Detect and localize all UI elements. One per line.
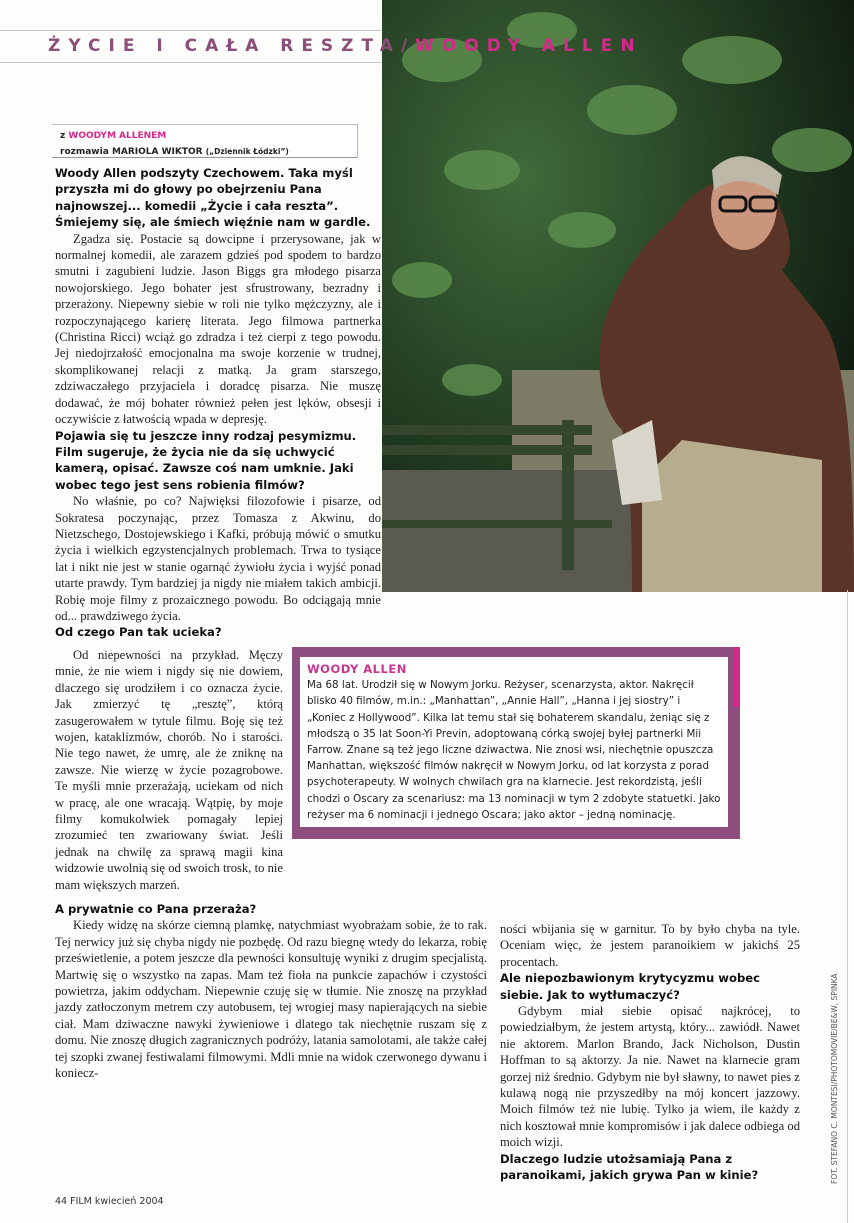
section-title-main: ŻYCIE I CAŁA RESZTA: [48, 36, 401, 56]
interview-answer: No właśnie, po co? Najwięksi filozofowie i pisarze, od Sokratesa poczynając, przez Tomasza z Akwinu, do Nietzschego, Dostojewskiego i Kafki, próbują mówić o smutku życia i wielkich egzystencjalnych problemach. Trwa to tysiące lat i nikt nie jest w stanie ogarnąć żywiołu życia i wyjść ponad utarte prawdy. Tym bardziej ja nigdy nie miałem takich ambicji. Robię moje filmy z prozaicznego powodu. Bo odciągają mnie od... prawdziwego życia.: [55, 494, 381, 623]
page-number: 44: [55, 1196, 68, 1207]
interview-answer: Kiedy widzę na skórze ciemną plamkę, natychmiast wyobrażam sobie, że to rak. Tej nerwicy już się chyba nigdy nie pozbędę. Od razu biegnę wtedy do lekarza, robię prześwietlenie, a potem jeszcze dla pewności konsultuję wyniki z drugim specjalistą. Martwię się o wszystko na zapas. Mam też fioła na punkcie zapachów i czystości powietrza, jakim oddycham. Niepewnie czuję się w tłumie. Nie znoszę na przykład jazdy zatłoczonym metrem czy autobusem, tej wrogiej masy napierających na siebie ciał. Mam dziwaczne nawyki żywieniowe i dlatego tak niechętnie ruszam się z domu. Nie znoszę długich zagranicznych podróży, latania samolotami, ale także całej tej szopki zwanej festiwalami filmowymi. Mdli mnie na widok czerwonego dywanu i koniecz-: [55, 918, 487, 1081]
bio-text: Ma 68 lat. Urodził się w Nowym Jorku. Reżyser, scenarzysta, aktor. Nakręcił blisko 40 filmów, m.in.: „Manhattan”, „Annie Hall”, „Hanna i jej siostry” i „Koniec z Hollywood”. Kilka lat temu stał się bohaterem skandalu, żeniąc się z młodszą o 35 lat Soon-Yi Previn, adoptowaną córką swojej byłej partnerki Mii Farrow. Znane są też jego liczne dziwactwa. Nie znosi wsi, niechętnie opuszcza Manhattan, większość filmów nakręcił w Nowym Jorku, od lat korzysta z porad psychoterapeuty. W wolnych chwilach gra na klarnecie. Jest rekordzistą, jeśli chodzi o Oscary za scenariusz: ma 13 nominacji w tym 2 zdobyte statuetki. Jako reżyser ma 6 nominacji i jednego Oscara; jako aktor – jedną nominację.: [307, 679, 721, 821]
article-column-3: [55, 901, 487, 1081]
byline-interviewee: WOODYM ALLENEM: [68, 131, 167, 141]
byline-box: [52, 124, 358, 158]
byline-by-label: rozmawia: [60, 147, 109, 157]
bio-accent-bar: [734, 647, 740, 707]
interview-question: Ale niepozbawionym krytycyzmu wobec siebie. Jak to wytłumaczyć?: [500, 971, 760, 1002]
page-edge-line: [847, 590, 848, 1223]
article-column-4: [500, 921, 800, 1184]
article-column-1: [55, 165, 381, 641]
interview-question: Od czego Pan tak ucieka?: [55, 625, 222, 640]
interview-question: Pojawia się tu jeszcze inny rodzaj pesymizmu. Film sugeruje, że życia nie da się uchwycić kamerą, opisać. Zawsze coś nam umknie. Jaki wobec tego jest sens robienia filmów?: [55, 428, 357, 492]
interview-answer: Od niepewności na przykład. Męczy mnie, że nie wiem i nigdy się nie dowiem, dlaczego się urodziłem i co oznacza życie. Jak zmierzyć tę „resztę”, którą zasugerowałem w tytule filmu. Boję się też wojen, kataklizmów, chorób. No i starości. Nie tego nawet, że umrę, ale że zniknę na zawsze. Nie wierzę w życie pozagrobowe. Te myśli mnie przerażają, uciekam od nich w pracę, ale one wracają. Wątpię, by moje filmy komukolwiek pomagały lepiej zrozumieć ten zwariowany świat. Jeśli jednak na chwilę za sprawą magii kina widzowie uwolnią się od swoich trosk, to nie mam większych marzeń.: [55, 648, 283, 892]
byline-author: MARIOLA WIKTOR: [111, 147, 203, 157]
title-separator: /: [400, 36, 416, 56]
title-subject: WOODY ALLEN: [415, 36, 643, 56]
bio-sidebar-box: [292, 647, 740, 839]
section-title: [48, 36, 643, 56]
interview-answer: ności wbijania się w garnitur. To by było chyba na tyle. Oceniam więc, że jestem paranoikiem w jakichś 25 procentach.: [500, 922, 800, 969]
interview-question: A prywatnie co Pana przeraża?: [55, 902, 257, 916]
woody-allen-photo: [382, 0, 854, 592]
page-footer: [55, 1196, 164, 1207]
interview-answer: Zgadza się. Postacie są dowcipne i przerysowane, jak w normalnej komedii, ale zarazem gdzieś pod spodem to bardzo smutni i zagubieni ludzie. Jason Biggs gra młodego pisarza nowojorskiego. Jego bohater jest sfrustrowany, bezradny i przerażony. Niepewny siebie w roli nie tylko mężczyzny, ale i rozpoczynającego karierę literata. Jego filmowa partnerka (Christina Ricci) wciąż go zdradza i też cierpi z tego powodu. Jej niedojrzałość emocjonalna ma swoje korzenie w trudnej, skomplikowanej relacji z matką. Ja gram starszego, zdziwaczałego przyjaciela i doradcę pisarza. Nie muszę dodawać, że mój bohater również pełen jest lęków, obsesji i oczywiście z łatwością wpada w depresję.: [55, 231, 381, 427]
article-column-2: [55, 647, 283, 893]
bio-heading: WOODY ALLEN: [307, 662, 407, 676]
interview-question: Woody Allen podszyty Czechowem. Taka myśl przyszła mi do głowy po obejrzeniu Pana najnowszej... komedii „Życie i cała reszta”. Śmiejemy się, ale śmiech więźnie nam w gardle.: [55, 166, 371, 230]
byline-prefix: z: [60, 131, 66, 141]
interview-answer: Gdybym miał siebie opisać najkrócej, to powiedziałbym, że jestem artystą, który... zawiódł. Nawet nie aktorem. Marlon Brando, Jack Nicholson, Dustin Hoffman to są aktorzy. Ja nie. Nawet na klarnecie gram gorzej niż średnio. Gdybym nie był sławny, to nawet pies z kulawą nogą nie przyszedłby na mój koncert jazzowy. Moich filmów też nie lubię. Tylko ja wiem, ile każdy z nich kosztował mnie kompromisów i jak dalece odbiega od moich wizji.: [500, 1004, 800, 1150]
issue-date: kwiecień 2004: [94, 1196, 164, 1207]
interview-question: Dlaczego ludzie utożsamiają Pana z paranoikami, jakich grywa Pan w kinie?: [500, 1151, 759, 1183]
magazine-name: FILM: [70, 1196, 92, 1207]
byline-outlet: („Dziennik Łódzki”): [205, 147, 289, 156]
photo-credit: FOT. STEFANO C. MONTESI/PHOTOMOVIE/BE&W, SPINKA: [830, 973, 839, 1184]
